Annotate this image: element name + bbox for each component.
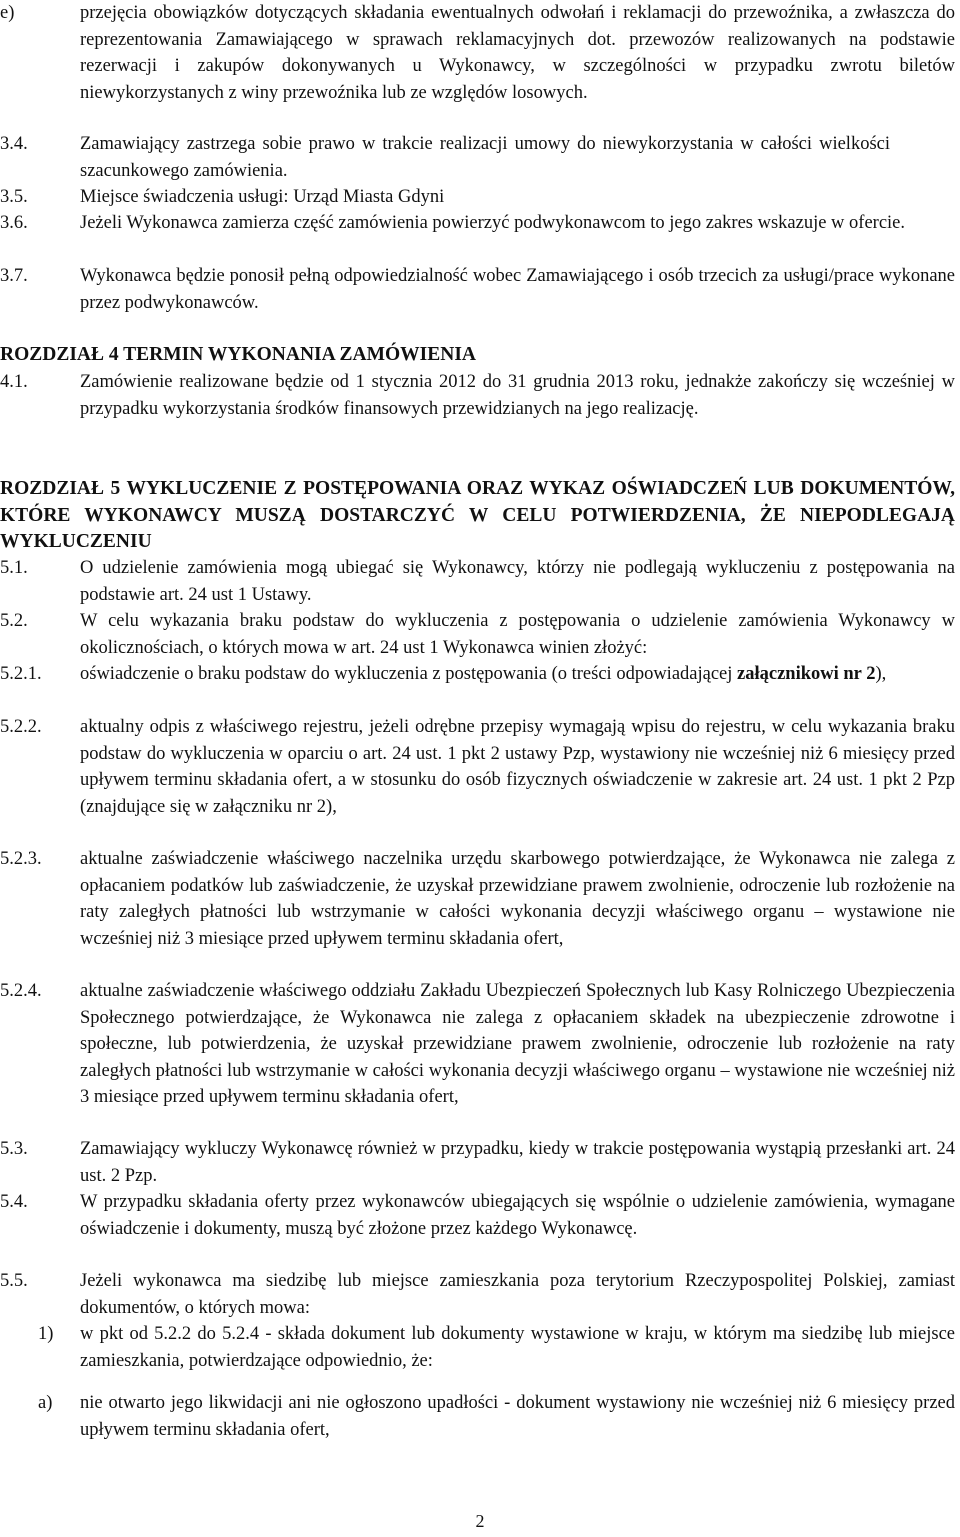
item-text [80, 661, 955, 688]
item-number: 5.5. [0, 1271, 28, 1291]
item-number: 5.3. [0, 1139, 28, 1159]
item-text: w pkt od 5.2.2 do 5.2.4 - składa dokument lub dokumenty wystawione w kraju, w którym ma siedzibę lub miejsce zamieszkania, potwierdzające odpowiednio, że: [80, 1324, 955, 1371]
item-text: aktualne zaświadczenie właściwego naczelnika urzędu skarbowego potwierdzające, że Wykonawca nie zalega z opłacaniem podatków lub zaświadczenie, że uzyskał przewidziane prawem zwolnienie, odroczenie lub rozłożenie na raty zaległych płatności lub wstrzymanie w całości wykonania decyzji właściwego organu – wystawione nie wcześniej niż 3 miesiące przed upływem terminu składania ofert, [80, 849, 955, 949]
item-number: 3.6. [0, 213, 28, 233]
item-text-main: oświadczenie o braku podstaw do wykluczenia z postępowania (o treści odpowiadającej [80, 664, 733, 684]
attachment-reference: załącznikowi nr 2 [737, 664, 876, 684]
item-text: W przypadku składania oferty przez wykonawców ubiegających się wspólnie o udzielenie zamówienia, wymagane oświadczenie i dokumenty, muszą być złożone przez każdego Wykonawcę. [80, 1192, 955, 1239]
item-number: 5.2.3. [0, 849, 42, 869]
item-number: 3.5. [0, 187, 28, 207]
item-number: 5.2.4. [0, 981, 42, 1001]
item-text: Wykonawca będzie ponosił pełną odpowiedzialność wobec Zamawiającego i osób trzecich za usługi/prace wykonane przez podwykonawców. [80, 266, 955, 313]
item-number: a) [38, 1393, 53, 1413]
chapter-5-heading: ROZDZIAŁ 5 WYKLUCZENIE Z POSTĘPOWANIA ORAZ WYKAZ OŚWIADCZEŃ LUB DOKUMENTÓW, KTÓRE WYKONAWCY MUSZĄ DOSTARCZYĆ W CELU POTWIERDZENIA, ŻE NIEPODLEGAJĄ WYKLUCZENIU [0, 478, 955, 553]
chapter-4-heading: ROZDZIAŁ 4 TERMIN WYKONANIA ZAMÓWIENIA [0, 344, 477, 365]
item-text: przejęcia obowiązków dotyczących składania ewentualnych odwołań i reklamacji do przewoźnika, a zwłaszcza do reprezentowania Zamawiającego w sprawach reklamacyjnych dot. przewozów realizowanych na podstawie rezerwacji i zakupów dokonywanych u Wykonawcy, w szczególności w przypadku zwrotu biletów niewykorzystanych z winy przewoźnika lub ze względów losowych. [80, 3, 955, 103]
item-text: Jeżeli wykonawca ma siedzibę lub miejsce zamieszkania poza terytorium Rzeczypospolitej Polskiej, zamiast dokumentów, o których mowa: [80, 1271, 955, 1318]
item-text: W celu wykazania braku podstaw do wykluczenia z postępowania o udzielenie zamówienia Wykonawcy w okolicznościach, o których mowa w art. 24 ust 1 Wykonawca winien złożyć: [80, 611, 955, 658]
item-number: 5.4. [0, 1192, 28, 1212]
item-number: 5.1. [0, 558, 28, 578]
item-number: e) [0, 3, 15, 23]
item-text: aktualny odpis z właściwego rejestru, jeżeli odrębne przepisy wymagają wpisu do rejestru, w celu wykazania braku podstaw do wykluczenia w oparciu o art. 24 ust. 1 pkt 2 ustawy Pzp, wystawiony nie wcześniej niż 6 miesięcy przed upływem terminu składania ofert, a w stosunku do osób fizycznych oświadczenie w zakresie art. 24 ust. 1 pkt 2 Pzp (znajdujące się w załączniku nr 2), [80, 717, 955, 817]
item-text: Jeżeli Wykonawca zamierza część zamówienia powierzyć podwykonawcom to jego zakres wskazuje w ofercie. [80, 213, 906, 233]
item-text: Miejsce świadczenia usługi: Urząd Miasta Gdyni [80, 187, 445, 207]
item-text: O udzielenie zamówienia mogą ubiegać się Wykonawcy, którzy nie podlegają wykluczeniu z postępowania na podstawie art. 24 ust 1 Ustawy. [80, 558, 955, 605]
item-number: 1) [38, 1324, 54, 1344]
item-text-tail: ), [875, 664, 887, 684]
item-number: 3.4. [0, 134, 28, 154]
item-number: 5.2. [0, 611, 28, 631]
item-text: nie otwarto jego likwidacji ani nie ogłoszono upadłości - dokument wystawiony nie wcześniej niż 6 miesięcy przed upływem terminu składania ofert, [80, 1393, 955, 1440]
item-text: Zamawiający wykluczy Wykonawcę również w przypadku, kiedy w trakcie postępowania wystąpią przesłanki art. 24 ust. 2 Pzp. [80, 1139, 955, 1186]
item-number: 5.2.1. [0, 664, 42, 684]
item-number: 4.1. [0, 372, 28, 392]
item-text: Zamówienie realizowane będzie od 1 stycznia 2012 do 31 grudnia 2013 roku, jednakże zakończy się wcześniej w przypadku wykorzystania środków finansowych przewidzianych na jego realizację. [80, 372, 955, 419]
item-text: Zamawiający zastrzega sobie prawo w trakcie realizacji umowy do niewykorzystania w całości wielkości szacunkowego zamówienia. [80, 134, 890, 181]
page-number: 2 [475, 1511, 485, 1531]
item-number: 5.2.2. [0, 717, 42, 737]
item-text: aktualne zaświadczenie właściwego oddziału Zakładu Ubezpieczeń Społecznych lub Kasy Rolniczego Ubezpieczenia Społecznego potwierdzające, że Wykonawca nie zalega z opłacaniem składek na ubezpieczenie zdrowotne i społeczne, lub potwierdzenia, że uzyskał przewidziane prawem zwolnienie, odroczenie lub rozłożenie na raty zaległych płatności lub wstrzymanie w całości wykonania decyzji właściwego organu – wystawione nie wcześniej niż 3 miesiące przed upływem terminu składania ofert, [80, 981, 955, 1108]
item-number: 3.7. [0, 266, 28, 286]
